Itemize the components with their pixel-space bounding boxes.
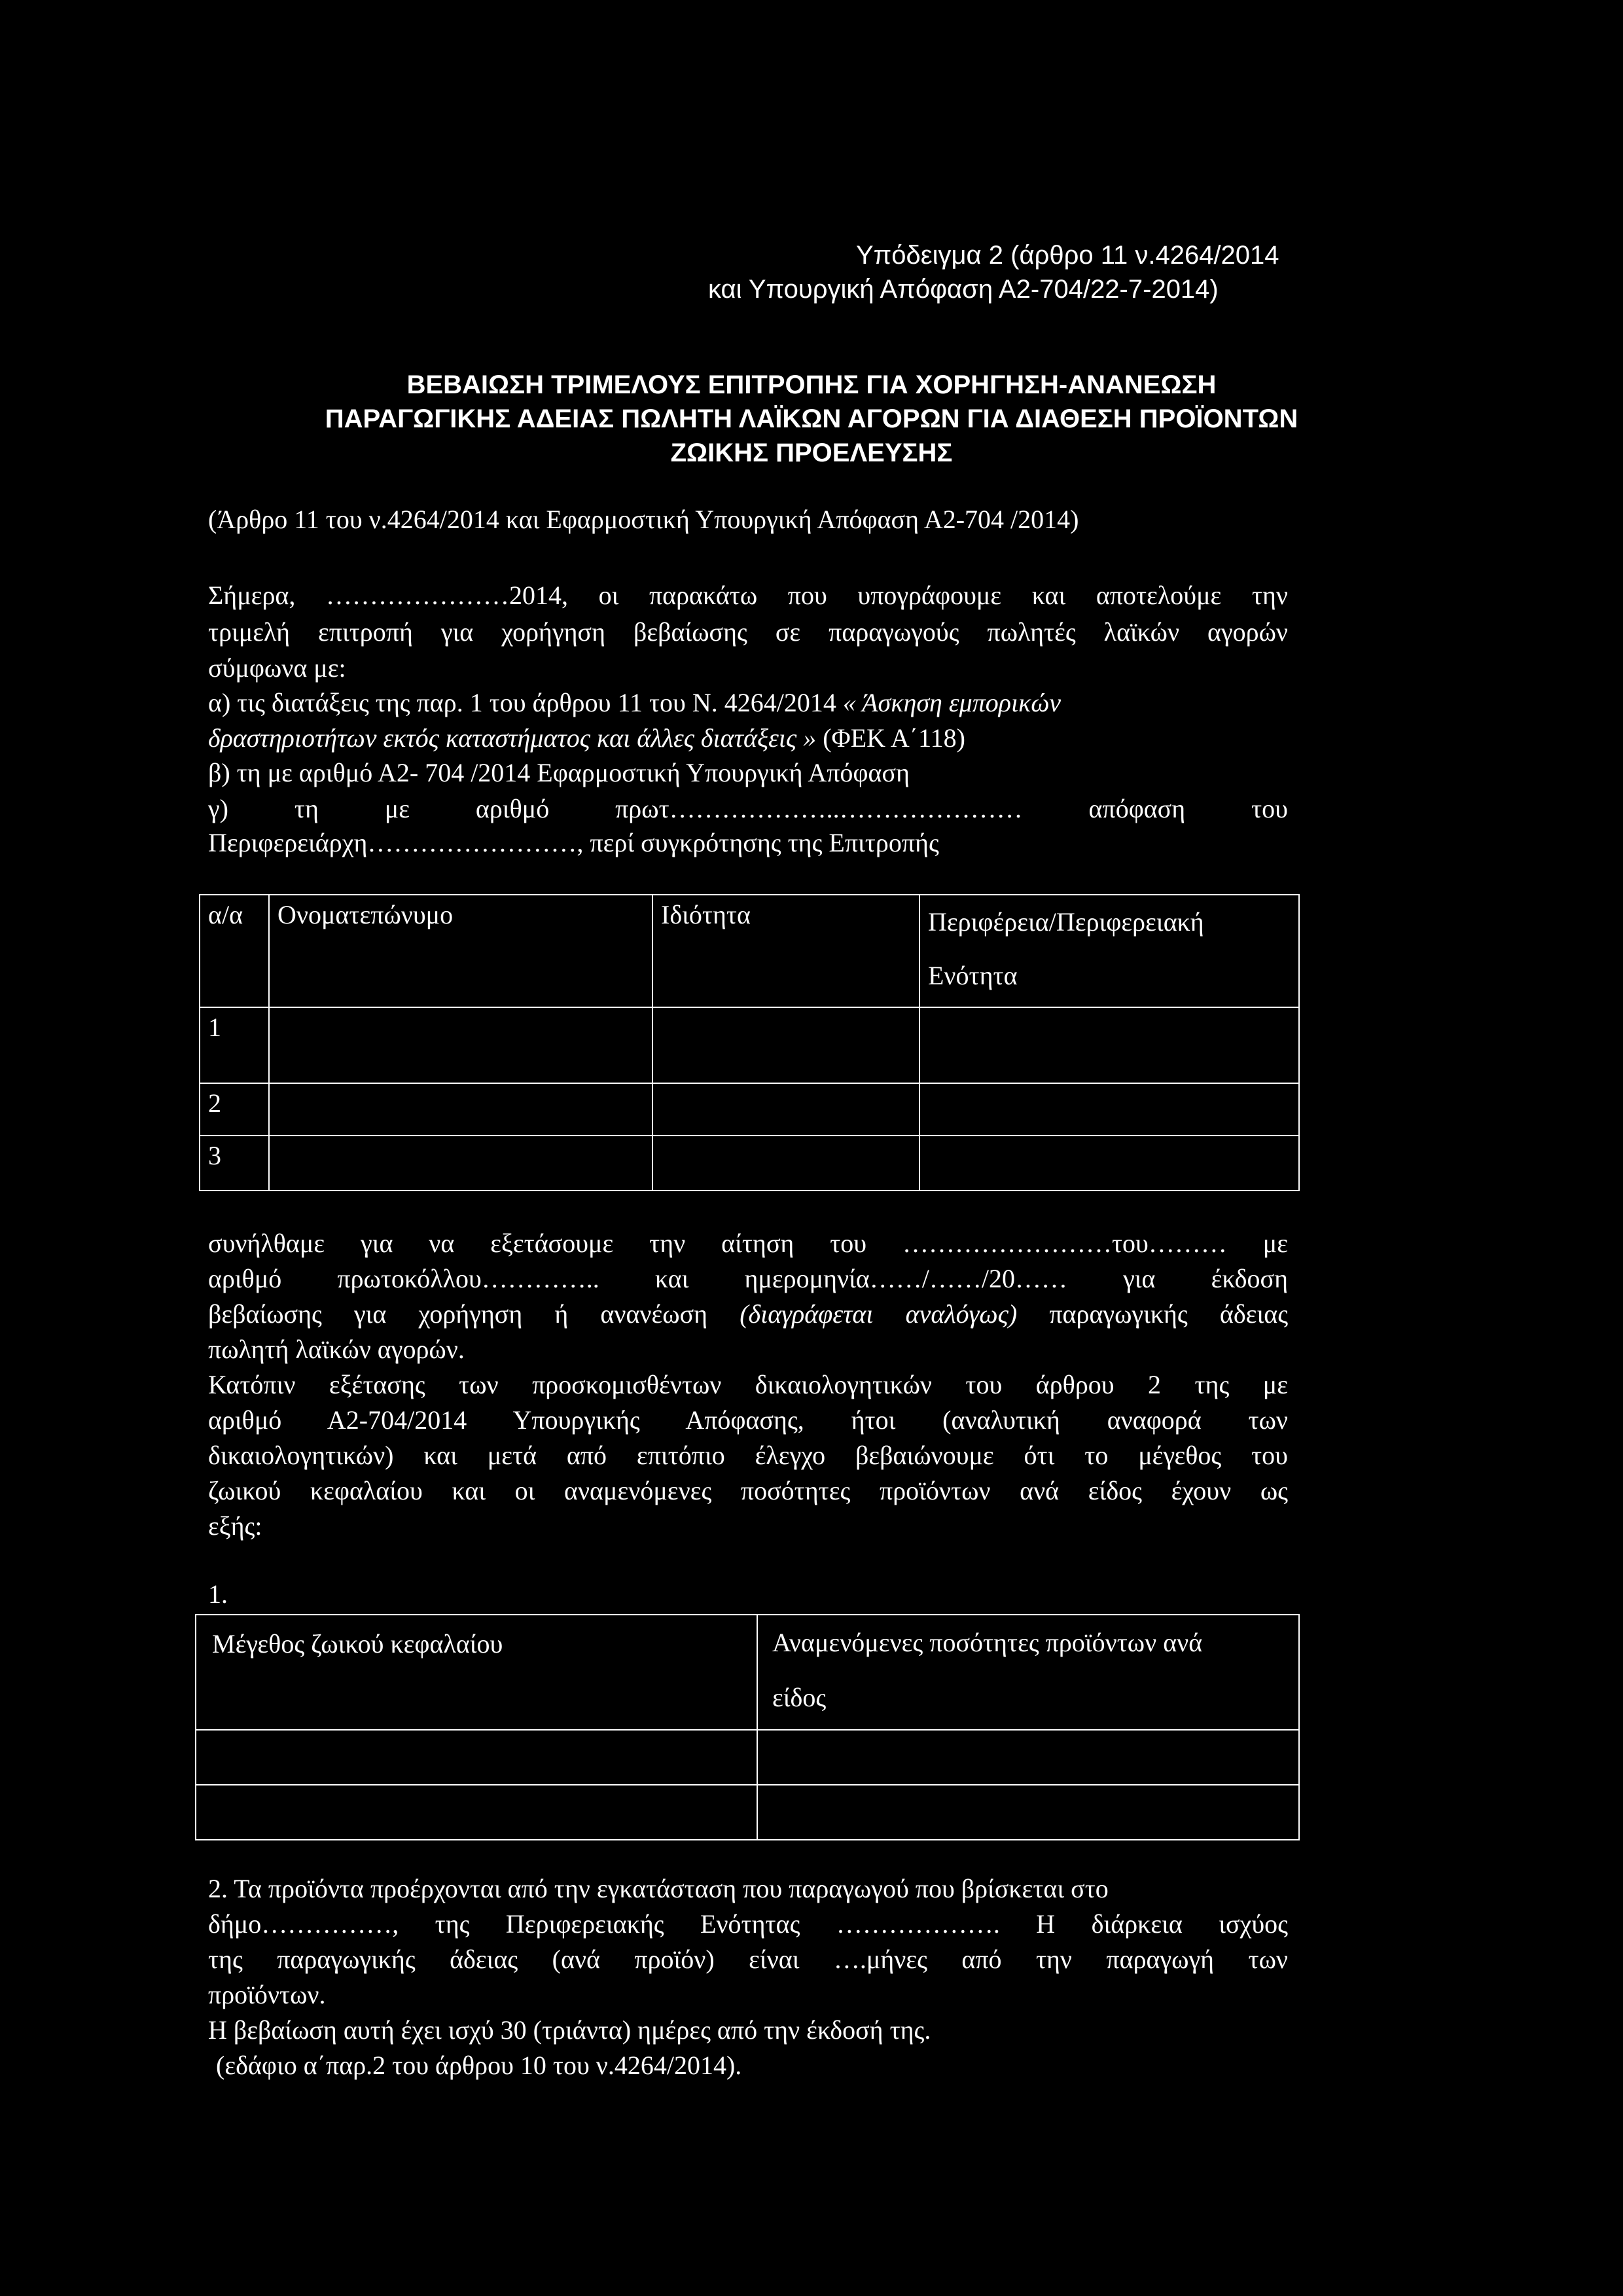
body-p2-line-3: δικαιολογητικών) και μετά από επιτόπιο έλεγχο βεβαιώνουμε ότι το μέγεθος του [208,1441,1288,1470]
expected-quantity-cell [757,1730,1299,1785]
table-row [200,1083,1299,1136]
form-title-line-3: ΖΩΙΚΗΣ ΠΡΟΕΛΕΥΣΗΣ [670,439,953,467]
header-expected-quantities [757,1615,1299,1730]
header-livestock-size: Μέγεθος ζωικού κεφαλαίου [196,1615,757,1730]
item-1-label: 1. [208,1579,228,1609]
expected-quantity-cell [757,1785,1299,1840]
header-aa: α/α [200,895,269,1007]
body-p1-line-4: πωλητή λαϊκών αγορών. [208,1335,465,1364]
row-role-cell [652,1136,919,1191]
row-region-cell [919,1136,1299,1191]
footer-line-5: Η βεβαίωση αυτή έχει ισχύ 30 (τριάντα) ημέρες από την έκδοσή της. [208,2015,931,2045]
header-region-line-1: Περιφέρεια/Περιφερειακή [928,907,1204,937]
intro-line-1: Σήμερα, …………………2014, οι παρακάτω που υπογράφουμε και αποτελούμε την [208,581,1288,610]
livestock-size-cell [196,1785,757,1840]
intro-line-4-text: α) τις διατάξεις της παρ. 1 του άρθρου 11 του Ν. 4264/2014 [208,688,836,717]
form-title-line-2: ΠΑΡΑΓΩΓΙΚΗΣ ΑΔΕΙΑΣ ΠΩΛΗΤΗ ΛΑΪΚΩΝ ΑΓΟΡΩΝ ΓΙΑ ΔΙΑΘΕΣΗ ΠΡΟΪΟΝΤΩΝ [325,404,1298,433]
row-name-cell [269,1007,652,1083]
livestock-size-cell [196,1730,757,1785]
intro-line-6: β) τη με αριθμό Α2- 704 /2014 Εφαρμοστική Υπουργική Απόφαση [208,758,910,787]
intro-line-5 [208,723,965,753]
header-region-line-2: Ενότητα [928,961,1018,990]
header-role: Ιδιότητα [652,895,919,1007]
footer-line-4: προϊόντων. [208,1980,326,2009]
row-role-cell [652,1007,919,1083]
body-p2-line-5: εξής: [208,1511,262,1541]
body-p1-line-3-italic: (διαγράφεται αναλόγως) [740,1299,1018,1329]
footer-line-3: της παραγωγικής άδειας (ανά προϊόν) είναι ….μήνες από την παραγωγή των [208,1945,1288,1974]
header-expected-line-2: είδος [772,1683,827,1712]
intro-line-8: Περιφερειάρχη……………………, περί συγκρότησης της Επιτροπής [208,828,939,857]
row-role-cell [652,1083,919,1136]
row-region-cell [919,1083,1299,1136]
legal-basis: (Άρθρο 11 του ν.4264/2014 και Εφαρμοστική Υπουργική Απόφαση Α2-704 /2014) [208,505,1079,534]
intro-line-2: τριμελή επιτροπή για χορήγηση βεβαίωσης σε παραγωγούς πωλητές λαϊκών αγορών [208,617,1288,647]
row-region-cell [919,1007,1299,1083]
reference-line-1: Υπόδειγμα 2 (άρθρο 11 ν.4264/2014 [856,241,1279,270]
row-number: 1 [200,1007,269,1083]
body-p1-line-1: συνήλθαμε για να εξετάσουμε την αίτηση του ……………………του……… με [208,1229,1288,1258]
body-p1-line-3 [208,1299,1288,1329]
body-p2-line-1: Κατόπιν εξέτασης των προσκομισθέντων δικαιολογητικών του άρθρου 2 της με [208,1370,1288,1399]
livestock-table [195,1614,1300,1840]
row-number: 3 [200,1136,269,1191]
footer-line-1: 2. Τα προϊόντα προέρχονται από την εγκατάσταση που παραγωγού που βρίσκεται στο [208,1874,1109,1903]
intro-line-5-italic: δραστηριοτήτων εκτός καταστήματος και άλλες διατάξεις » [208,723,817,753]
footer-line-2: δήμο……………, της Περιφερειακής Ενότητας ………………. Η διάρκεια ισχύος [208,1909,1288,1939]
table-header-row [196,1615,1299,1730]
table-row [200,1136,1299,1191]
intro-line-7: γ) τη με αριθμό πρωτ………………..………………… απόφαση του [208,794,1288,823]
intro-line-3: σύμφωνα με: [208,653,346,683]
body-p1-line-3-end: παραγωγικής άδειας [1049,1299,1289,1329]
table-row [196,1730,1299,1785]
body-p2-line-4: ζωικού κεφαλαίου και οι αναμενόμενες ποσότητες προϊόντων ανά είδος έχουν ως [208,1476,1288,1505]
committee-table [199,894,1300,1191]
body-p1-line-2: αριθμό πρωτοκόλλου………….. και ημερομηνία……/……/20…… για έκδοση [208,1264,1288,1293]
form-title-line-1: ΒΕΒΑΙΩΣΗ ΤΡΙΜΕΛΟΥΣ ΕΠΙΤΡΟΠΗΣ ΓΙΑ ΧΟΡΗΓΗΣΗ-ΑΝΑΝΕΩΣΗ [406,370,1217,399]
intro-line-4 [208,687,1061,718]
body-p2-line-2: αριθμό Α2-704/2014 Υπουργικής Απόφασης, ήτοι (αναλυτική αναφορά των [208,1405,1288,1435]
intro-line-5-text: (ΦΕΚ Α΄118) [823,723,965,753]
row-number: 2 [200,1083,269,1136]
header-name: Ονοματεπώνυμο [269,895,652,1007]
table-row [200,1007,1299,1083]
table-header-row [200,895,1299,1007]
header-region [919,895,1299,1007]
row-name-cell [269,1083,652,1136]
row-name-cell [269,1136,652,1191]
header-expected-line-1: Αναμενόμενες ποσότητες προϊόντων ανά [772,1628,1203,1657]
body-p1-line-3-text: βεβαίωσης για χορήγηση ή ανανέωση [208,1299,708,1329]
intro-line-4-italic: « Άσκηση εμπορικών [842,688,1061,717]
table-row [196,1785,1299,1840]
reference-line-2: και Υπουργική Απόφαση Α2-704/22-7-2014) [708,275,1219,304]
footer-line-6: (εδάφιο α΄παρ.2 του άρθρου 10 του ν.4264/2014). [216,2051,742,2080]
